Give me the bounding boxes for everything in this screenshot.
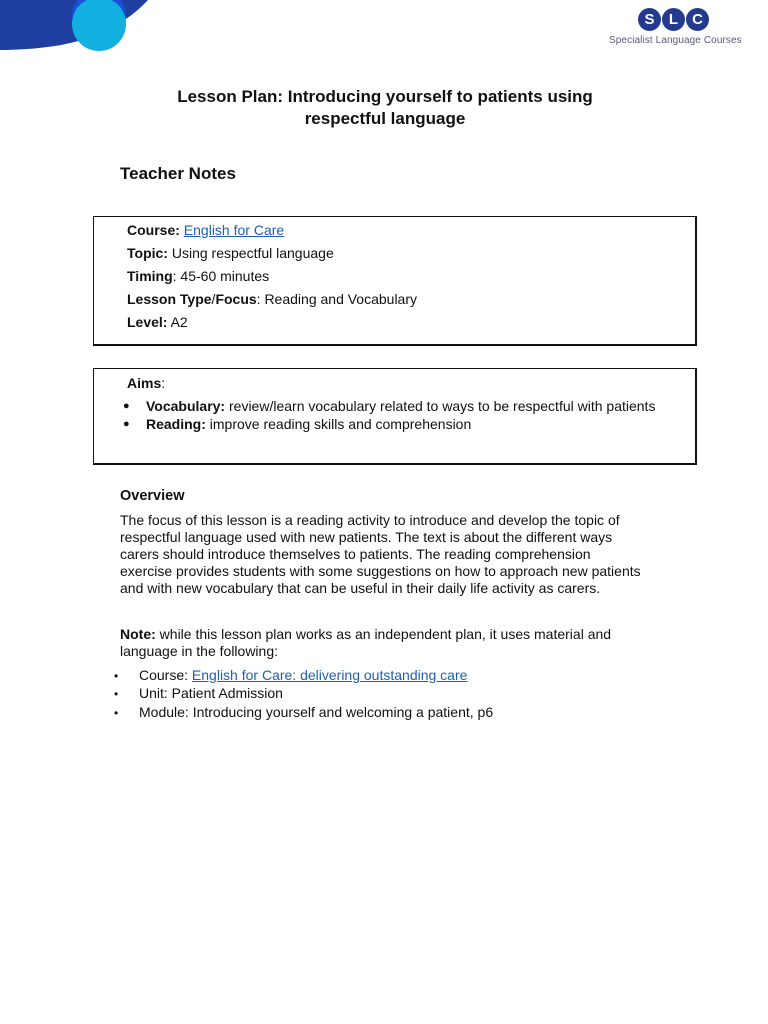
level-value: A2 [167,314,188,330]
bullet-icon: ● [123,400,130,412]
level-label: Level: [127,314,168,330]
focus-value: : Reading and Vocabulary [256,291,418,307]
section-heading: Teacher Notes [120,164,236,183]
topic-label: Topic: [127,245,168,261]
aims-heading [127,375,165,391]
note-list-item: Unit: Patient Admission [139,685,283,701]
timing-label: Timing [127,268,173,284]
aims-item-label: Vocabulary: [146,398,226,414]
logo-letter-s: S [638,8,661,31]
focus-label: Focus [215,291,257,307]
aims-item-text: review/learn vocabulary related to ways to be respectful with patients [225,398,656,414]
page-title-line-1: Lesson Plan: Introducing yourself to patients using [177,87,593,106]
aims-item-text: improve reading skills and comprehension [205,416,472,432]
lesson-type-row [127,291,417,307]
logo-letter-l: L [662,8,685,31]
lesson-type-label: Lesson Type [127,291,212,307]
bullet-icon: ● [123,418,130,430]
lesson-type-separator: / [211,291,216,307]
note-label: Note: [120,626,156,642]
header-circle-cyan [72,0,126,51]
overview-line: respectful language used with new patients. The text is about the different ways [120,529,613,545]
course-module-link[interactable]: English for Care: delivering outstanding care [191,667,468,683]
bullet-icon: • [114,706,119,720]
topic-value: Using respectful language [171,245,334,261]
timing-row [127,268,269,284]
course-row [127,222,284,238]
header-decoration [0,0,160,60]
note-line-1 [120,626,611,643]
note-item-prefix: Course: [139,667,192,683]
aims-colon: : [161,375,166,391]
timing-value: : 45-60 minutes [172,268,270,284]
overview-line: The focus of this lesson is a reading activity to introduce and develop the topic of [120,512,620,528]
course-label: Course: [127,222,180,238]
logo-letters [638,8,710,31]
overview-heading: Overview [120,488,185,504]
page-title-line-2: respectful language [304,109,466,128]
logo-subtitle: Specialist Language Courses [609,35,742,46]
slc-logo [606,6,746,48]
note-text: while this lesson plan works as an independent plan, it uses material and [155,626,612,642]
aims-item [146,398,655,414]
overview-line: and with new vocabulary that can be useful in their daily life activity as carers. [120,580,601,596]
logo-letter-c: C [686,8,709,31]
overview-line: exercise provides students with some suggestions on how to approach new patients [120,563,641,579]
aims-item-label: Reading: [146,416,206,432]
aims-item [146,416,471,432]
overview-line: carers should introduce themselves to patients. The reading comprehension [120,546,591,562]
topic-row [127,245,334,261]
bullet-icon: • [114,687,119,701]
note-list-item [139,667,467,683]
aims-label: Aims [127,375,162,391]
note-line-2: language in the following: [120,643,279,659]
bullet-icon: • [114,669,119,683]
level-row [127,314,188,330]
note-list-item: Module: Introducing yourself and welcoming a patient, p6 [139,704,494,720]
course-link[interactable]: English for Care [183,222,285,238]
